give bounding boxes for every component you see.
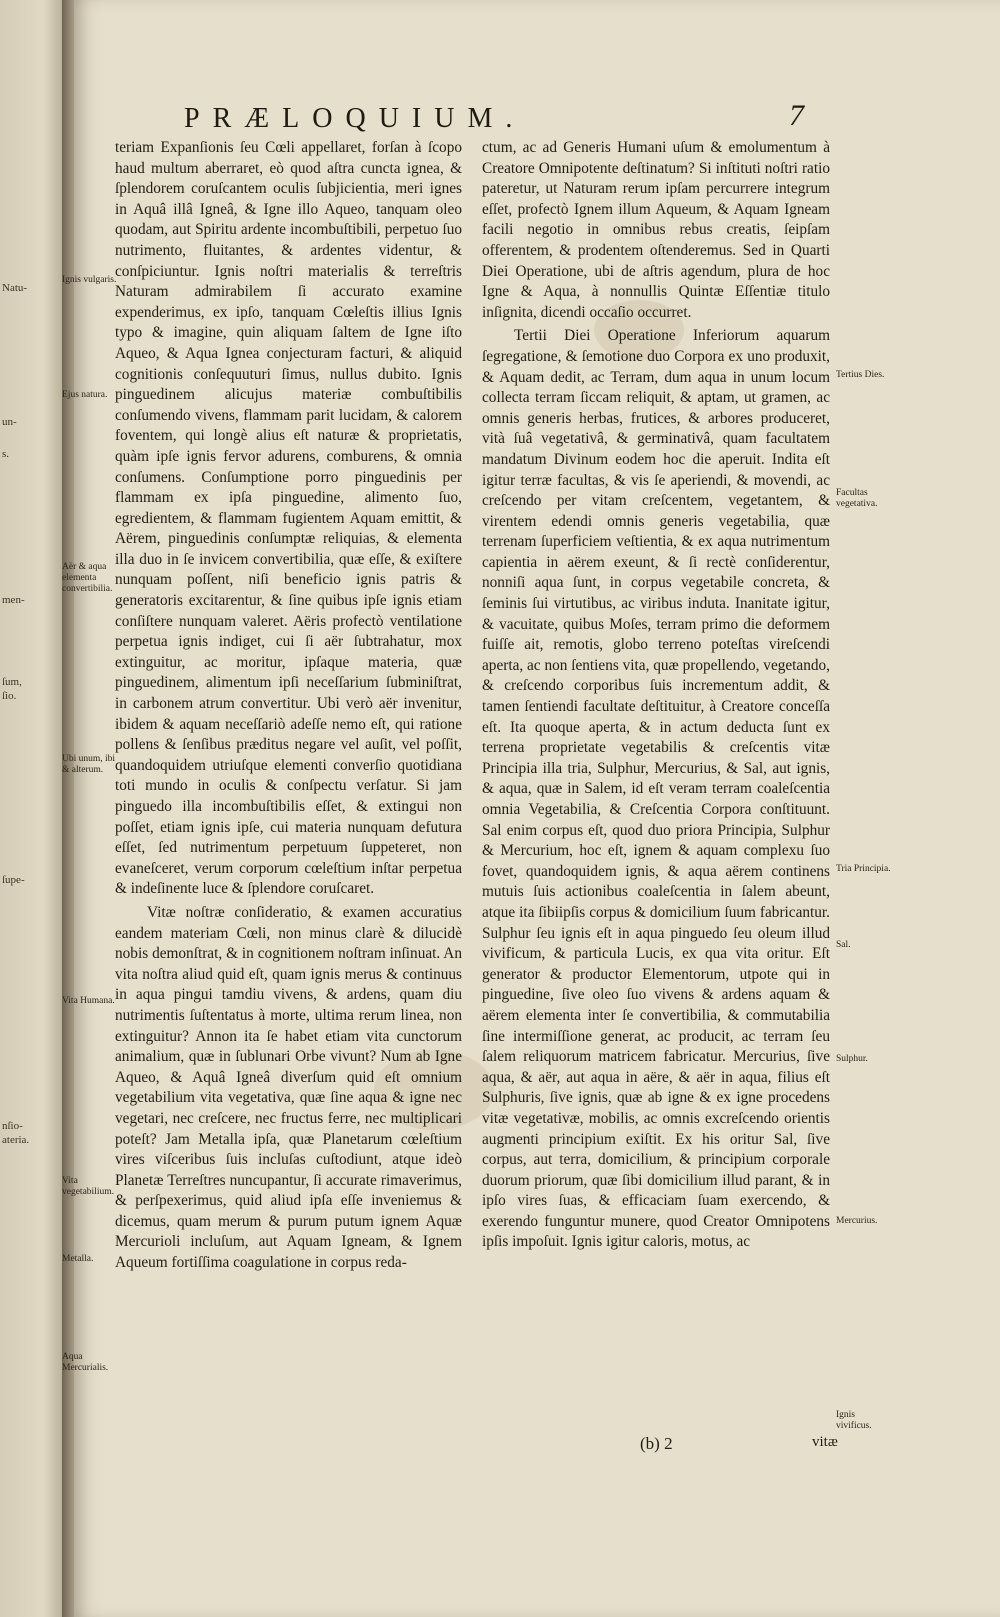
prev-page-fragment: ateria. — [2, 1134, 30, 1146]
margin-note: Aër & aqua elementa convertibilia. — [62, 562, 113, 594]
paragraph: Tertii Diei Operatione Inferiorum aquarum ſegregatione, & ſemotione duo Corpora ex uno produxit, & Aquam dedit, ac Terram, dum aqua in unum locum collecta terram ſiccam reliquit, & aptam, ut gramen, ac omnis generis herbas, frutices, & arbores produceret, vità ſuâ vegetativâ, & germinativâ, quam facultatem mandatum Divinum eodem hoc die aperuit. Indita eſt igitur terræ facultas, & vis ſe aperiendi, & movendi, ac creſcendo per vitam creſcentem, vegetantem, & virentem edendi omnis generis vegetabilia, quæ terrenam ſuperficiem veſtientia, & ex aqua nutrimentum capientia in aërem exeunt, & ſi rectè conſiderentur, nonniſi aqua ſunt, in corpus vegetabile concreta, & ſeminis ſui virtutibus, ac viribus induta. Inanitate igitur, & vacuitate, quibus Moſes, terram primo die deformem fuiſſe ait, remotis, globo terreno poteſtas vireſcendi aperta, ac non ſentiens vita, quæ propellendo, vegetando, & creſcendo corporibus ſuis incrementum addit, & tamen ſentiendi facultate deſtituitur, à Creatore conceſſa eſt. Ita quoque aperta, & in actum deducta ſunt ex terrena proprietate vegetabilis & creſcentis vitæ Principia illa tria, Sulphur, Mercurius, & Sal, aut ignis, & aqua, quæ in Salem, id eſt veram terram coaleſcentia omnia Vegetabilia, & Creſcentia Corpora conſtituunt. Sal enim corpus eſt, quod duo priora Principia, Sulphur & Mercurium, hoc eſt, ignem & aquam complexu ſuo fovet, quandoquidem ignis, & aqua aërem continens mutuis ſuis actionibus coaleſcentia in ſalem abeunt, atque ita ſibiipſis corpus & domicilium ſuum fabricantur. Sulphur ſeu ignis eſt in aqua pinguedo ſeu oleum illud vivificum, & particula Lucis, ex qua vita oritur. Eſt generator & productor Elementorum, utpote qui in pinguedine, ſive oleo ſuo vivens & ardens aquam & aërem elementa inter ſe convertibilia, & commutabilia ſine intermiſſione generat, ac producit, ac terram ſeu ſalem reliquorum matricem fabricatur. Mercurius, ſive aqua, & aër, aut aqua in aëre, & aër in aqua, filius eſt Sulphuris, ſive ignis, quæ ab igne & ex igne procedens vitæ vegetativæ, mobilis, ac omnis excreſcendo orientis augmenti principium exiſtit. Ex his oritur Sal, ſive corpus, aut terra, domicilium, & principium corporale duorum priorum, quæ ſibi domicilium illud parant, & in ipſo vires ſuas, & efficaciam ſuam exercendo, & exerendo funguntur munere, quod Creator Omnipotens ipſis impoſuit. Ignis igitur caloris, motus, ac — [482, 327, 830, 1251]
prev-page-fragment: Natu- — [2, 282, 28, 294]
right-text-column — [482, 138, 830, 1253]
margin-note: Ignis vulgaris. — [62, 275, 117, 285]
left-text-column — [115, 138, 462, 1274]
margin-note: Aqua Mercurialis. — [62, 1352, 109, 1373]
margin-note: Ejus natura. — [62, 390, 108, 400]
book-gutter — [62, 0, 74, 1617]
running-title: PRÆLOQUIUM. — [184, 103, 526, 134]
prev-page-fragment: un- — [2, 416, 17, 428]
margin-note: Tertius Dies. — [836, 370, 885, 380]
margin-note: Ignis vivificus. — [836, 1410, 872, 1431]
prev-page-fragment: men- — [2, 594, 25, 606]
paragraph: teriam Expanſionis ſeu Cœli appellaret, forſan à ſcopo haud multum aberraret, eò quod aſtra cuncta ignea, & ſplendorem coruſcantem oculis ſubjicientia, meri ignes in Aquâ illâ Igneâ, & Igne illo Aqueo, tanquam oleo quodam, aut Spiritu ardente incombuſtibili, perpetuo ſuo nutrimento, fluitantes, & ardentes videntur, & conſpiciuntur. Ignis noſtri materialis & terreſtris Naturam admirabilem ſi accurato examine expenderimus, ex ipſo, tanquam Cœleſtis illius Ignis typo & imagine, quin aliquam ſaltem de Igne iſto Aqueo, & Aqua Ignea conjecturam facturi, & aliquid cognitionis conſequuturi ſimus, nullus dubito. Ignis pinguedinem alicujus materiæ combuſtibilis conſumendo vivens, flammam parit lucidam, & calorem foventem, qui longè alius eſt naturæ & proprietatis, quàm ipſe ignis fervor adurens, comburens, & omnia conſumens. Conſumptione porro pinguedinis per flammam ex ipſa pinguedine, alimento ſuo, egredientem, & flammam fugientem Aquam emittit, & Aërem, pinguedinis conſumptæ reliquias, & elementa illa duo in ſe invicem convertibilia, quæ eſſe, & exiſtere nunquam poſſent, niſi beneficio ignis patris & generatoris excitarentur, & ſine quibus ipſe ignis etiam conſiſtere nunquam valeret. Aëris profectò ventilatione perpetua ignis indiget, cui ſi aër ſubtrahatur, mox extinguitur, ac moritur, ipſaque materia, quæ pinguedinem, alimentum ipſi neceſſarium ſubminiſtrat, in carbonem atrum convertitur. Ubi verò aër invenitur, ibidem & aquam neceſſariò adeſſe nemo eſt, qui ratione pollens & ſenſibus præditus negare vel auſit, vel poſſit, quandoquidem utriuſque elementi converſio quotidiana toti mundo in oculis & conſpectu verſatur. Si jam pinguedo illa incombuſtibilis eſſet, & extingui non poſſet, etiam ignis ipſe, cui materia nunquam defutura eſſet, ſed nutrimentum perpetuum ſuppeteret, non evaneſceret, verum corporum cœleſtium inſtar perpetua & indeſinente luce & ſplendore coruſcaret. — [115, 139, 462, 898]
margin-note: Ubi unum, ibi & alterum. — [62, 754, 116, 775]
prev-page-fragment: ſum, — [2, 676, 22, 688]
running-header — [184, 99, 804, 139]
margin-note: Tria Principia. — [836, 864, 891, 874]
previous-page-edge — [0, 0, 62, 1617]
margin-note: Facultas vegetativa. — [836, 488, 878, 509]
prev-page-fragment: ſio. — [2, 690, 17, 702]
margin-note: Vita vegetabilium. — [62, 1176, 114, 1197]
margin-note: Sal. — [836, 940, 851, 950]
page-number: 7 — [789, 99, 804, 132]
margin-note: Mercurius. — [836, 1216, 878, 1226]
margin-note: Metalla. — [62, 1254, 94, 1264]
prev-page-fragment: s. — [2, 448, 10, 460]
paragraph: ctum, ac ad Generis Humani uſum & emolumentum à Creatore Omnipotente deſtinatum? Si inſtituti noſtri ratio pateretur, ut Naturam rerum ipſam percurrere integrum eſſet, profectò Ignem illum Aqueum, & Aquam Igneam facili negotio in omnibus rebus creatis, ſeipſam offerentem, & prodentem oſtenderemus. Sed in Quarti Diei Operatione, ubi de aſtris agendum, plura de hoc Igne & Aqua, à nonnullis Quintæ Eſſentiæ titulo inſignita, dicendi occaſio occurret. — [482, 139, 830, 321]
paragraph: Vitæ noſtræ conſideratio, & examen accuratius eandem materiam Cœli, non minus clarè & dilucidè nobis demonſtrat, & in cognitionem noſtram inſinuat. An vita noſtra aliud quid eſt, quam ignis merus & continuus in aqua pingui tamdiu vivens, & ardens, quam diu nutrimentis ſuſtentatus à morte, ultima rerum linea, non extinguitur? Annon ita ſe habet etiam vita cunctorum animalium, quæ in ſublunari Orbe vivunt? Num ab Igne Aqueo, & Aquâ Igneâ diverſum quid eſt omnium vegetabilium vita vegetativa, quæ ſine aqua & igne nec vegetari, nec creſcere, nec fructus ferre, nec multiplicari poteſt? Jam Metalla ipſa, quæ Planetarum cœleſtium vires viſceribus ſuis incluſas cuſtodiunt, atque ideò Planetæ Terreſtres nuncupantur, ſi accurate rimaverimus, & perſpexerimus, quid aliud ipſa eſſe inveniemus & dicemus, quam merum & purum putum ignem Aquæ Mercurioli incluſum, aut Aquam Igneam, & Ignem Aqueum fortiſſima coagulatione in corpus reda- — [115, 903, 462, 1272]
margin-note: Sulphur. — [836, 1054, 868, 1064]
catchword: vitæ — [812, 1434, 838, 1450]
prev-page-fragment: nſio- — [2, 1120, 23, 1132]
margin-note: Vita Humana. — [62, 996, 115, 1006]
signature-mark: (b) 2 — [640, 1434, 673, 1453]
prev-page-fragment: ſupe- — [2, 874, 25, 886]
